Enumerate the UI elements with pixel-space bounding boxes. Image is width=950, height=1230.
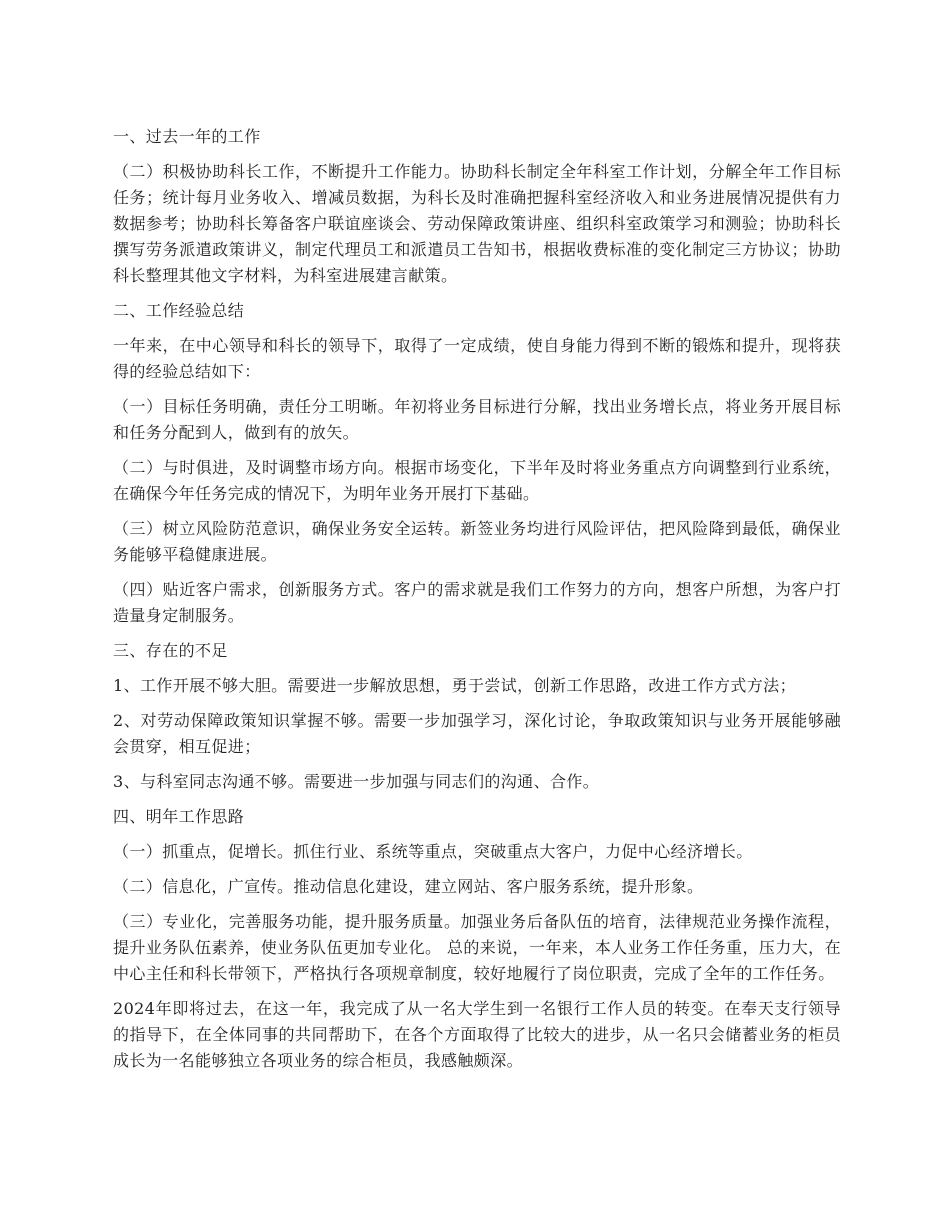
paragraph-experience-intro: 一年来，在中心领导和科长的领导下，取得了一定成绩，使自身能力得到不断的锻炼和提升，现将获得的经验总结如下： — [113, 336, 841, 381]
section-heading-next-year-plan: 四、明年工作思路 — [113, 807, 245, 826]
section-heading-shortcomings: 三、存在的不足 — [113, 641, 228, 660]
paragraph-plan-2: （二）信息化，广宣传。推动信息化建设，建立网站、客户服务系统，提升形象。 — [113, 877, 704, 896]
paragraph-experience-2: （二）与时俱进，及时调整市场方向。根据市场变化，下半年及时将业务重点方向调整到行业系统，在确保今年任务完成的情况下，为明年业务开展打下基础。 — [113, 458, 841, 503]
section-heading-past-year-work: 一、过去一年的工作 — [113, 127, 261, 146]
paragraph-closing: 2024年即将过去，在这一年，我完成了从一名大学生到一名银行工作人员的转变。在奉天支行领导的指导下，在全体同事的共同帮助下，在各个方面取得了比较大的进步，从一名只会储蓄业务的柜员成长为一名能够独立各项业务的综合柜员，我感触颇深。 — [113, 999, 841, 1070]
paragraph-shortcoming-1: 1、工作开展不够大胆。需要进一步解放思想，勇于尝试，创新工作思路，改进工作方式方法； — [113, 676, 796, 695]
paragraph-experience-1: （一）目标任务明确，责任分工明晰。年初将业务目标进行分解，找出业务增长点，将业务开展目标和任务分配到人，做到有的放矢。 — [113, 397, 841, 442]
section-heading-experience-summary: 二、工作经验总结 — [113, 301, 245, 320]
paragraph-shortcoming-3: 3、与科室同志沟通不够。需要进一步加强与同志们的沟通、合作。 — [113, 772, 600, 791]
paragraph-plan-3: （三）专业化，完善服务功能，提升服务质量。加强业务后备队伍的培育，法律规范业务操作流程，提升业务队伍素养，使业务队伍更加专业化。 总的来说，一年来，本人业务工作任务重，压力大，在中心主任和科长带领下，严格执行各项规章制度，较好地履行了岗位职责，完成了全年的工作任务。 — [113, 912, 841, 983]
paragraph-experience-4: （四）贴近客户需求，创新服务方式。客户的需求就是我们工作努力的方向，想客户所想，为客户打造量身定制服务。 — [113, 580, 841, 625]
paragraph-shortcoming-2: 2、对劳动保障政策知识掌握不够。需要一步加强学习，深化讨论，争取政策知识与业务开展能够融会贯穿，相互促进； — [113, 711, 841, 756]
paragraph-plan-1: （一）抓重点，促增长。抓住行业、系统等重点，突破重点大客户，力促中心经济增长。 — [113, 842, 753, 861]
paragraph-assist-section-chief: （二）积极协助科长工作，不断提升工作能力。协助科长制定全年科室工作计划，分解全年工作目标任务；统计每月业务收入、增减员数据，为科长及时准确把握科室经济收入和业务进展情况提供有力数据参考；协助科长筹备客户联谊座谈会、劳动保障政策讲座、组织科室政策学习和测验；协助科长撰写劳务派遣政策讲义，制定代理员工和派遣员工告知书，根据收费标准的变化制定三方协议；协助科长整理其他文字材料，为科室进展建言献策。 — [113, 162, 841, 285]
document-page — [113, 124, 841, 1083]
paragraph-experience-3: （三）树立风险防范意识，确保业务安全运转。新签业务均进行风险评估，把风险降到最低，确保业务能够平稳健康进展。 — [113, 519, 841, 564]
